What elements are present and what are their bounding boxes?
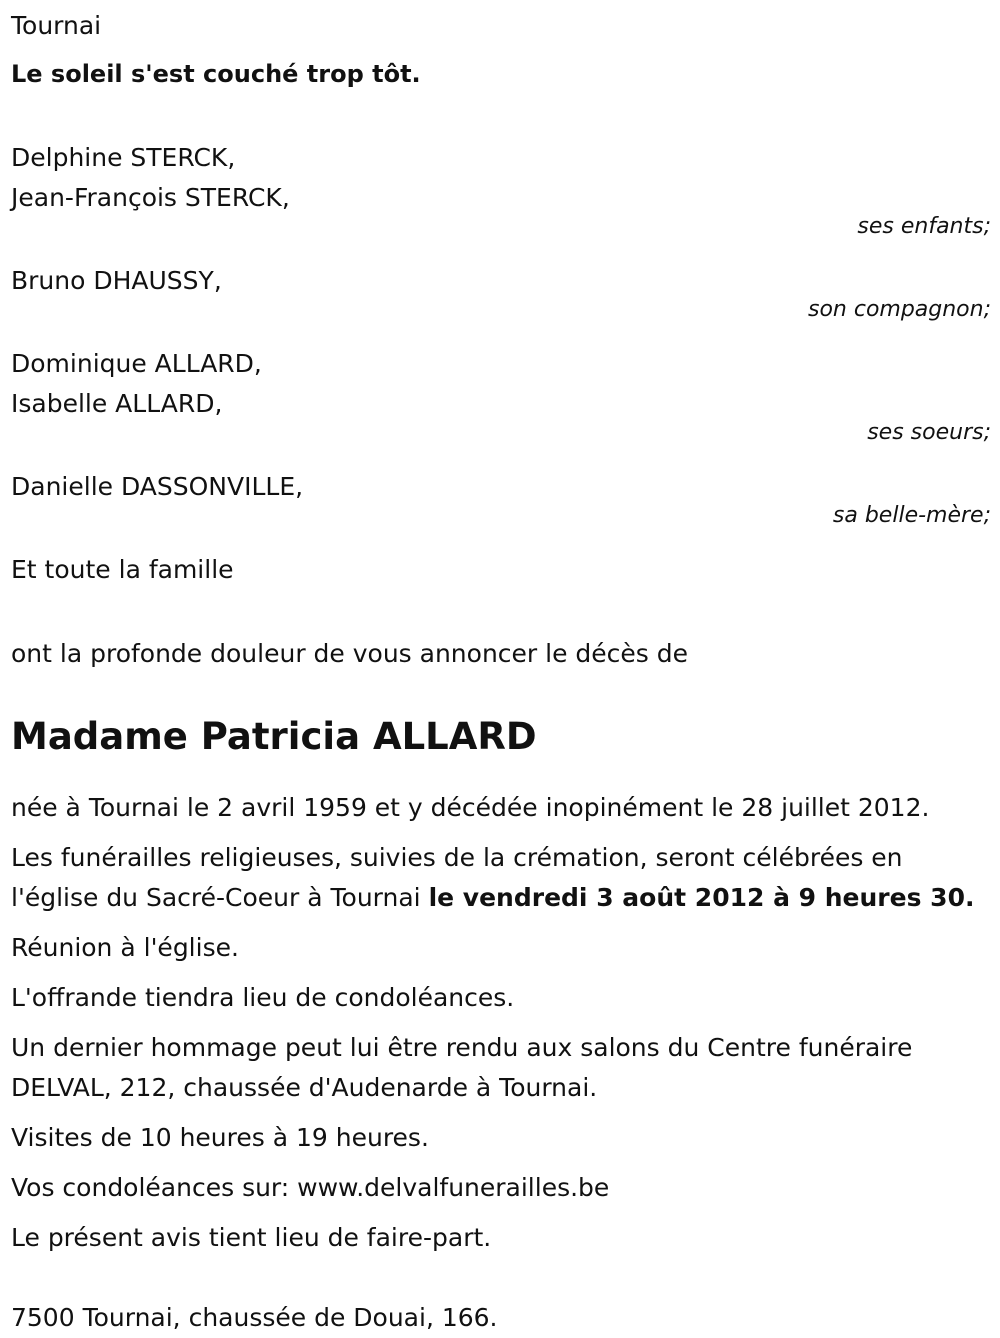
family-member-name: Bruno DHAUSSY, [11,266,222,295]
family-member-name: Isabelle ALLARD, [11,389,223,418]
family-list [11,138,991,590]
offering-line: L'offrande tiendra lieu de condoléances. [11,983,515,1012]
address-line: 7500 Tournai, chaussée de Douai, 166. [11,1303,498,1332]
funeral-text: Les funérailles religieuses, suivies de la crémation, seront célébrées en l'église du Sacré-Coeur à Tournai [11,843,903,912]
birth-death-line: née à Tournai le 2 avril 1959 et y décédée inopinément le 28 juillet 2012. [11,793,930,822]
funeral-paragraph [11,838,991,918]
death-notice [11,6,991,1338]
meeting-line: Réunion à l'église. [11,933,239,962]
family-member-name: Delphine STERCK, [11,143,236,172]
family-group-sisters [11,344,991,445]
notice-note: Le présent avis tient lieu de faire-part. [11,1223,492,1252]
announcement: ont la profonde douleur de vous annoncer le décès de [11,639,689,668]
family-closing: Et toute la famille [11,555,234,584]
family-group-partner [11,261,991,322]
family-group-mother-in-law [11,467,991,528]
family-relation: son compagnon; [807,297,991,322]
visits-line: Visites de 10 heures à 19 heures. [11,1123,429,1152]
tribute-paragraph: Un dernier hommage peut lui être rendu aux salons du Centre funéraire DELVAL, 212, chaussée d'Audenarde à Tournai. [11,1033,913,1102]
family-group-children [11,138,991,239]
funeral-date: le vendredi 3 août 2012 à 9 heures 30. [428,883,975,912]
family-relation: ses enfants; [857,214,991,239]
headline: Le soleil s'est couché trop tôt. [11,60,421,88]
family-relation: sa belle-mère; [832,503,991,528]
family-member-name: Jean-François STERCK, [11,183,290,212]
family-member-name: Danielle DASSONVILLE, [11,472,304,501]
family-relation: ses soeurs; [867,420,991,445]
city-heading: Tournai [11,11,102,40]
condolences-line: Vos condoléances sur: www.delvalfunerailles.be [11,1173,610,1202]
deceased-name: Madame Patricia ALLARD [11,715,537,758]
family-member-name: Dominique ALLARD, [11,349,262,378]
